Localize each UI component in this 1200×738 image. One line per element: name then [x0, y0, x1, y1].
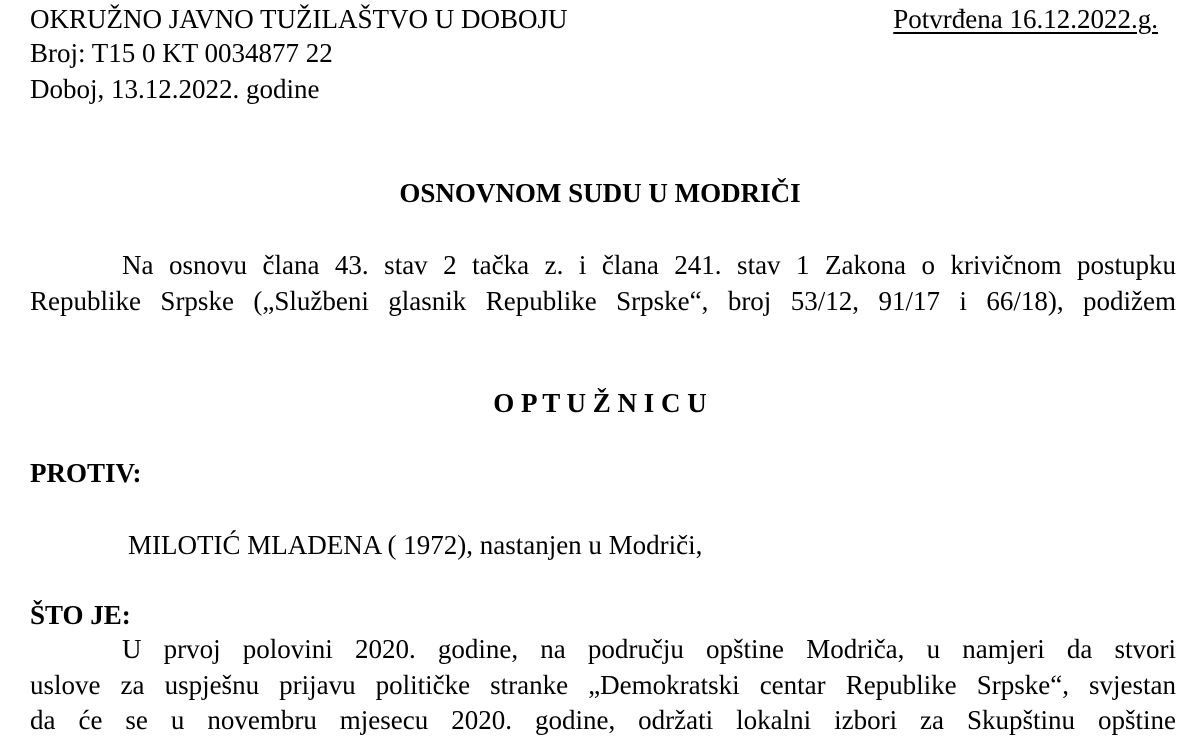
charge-line-3: da će se u novembru mjesecu 2020. godine, održati lokalni izbori za Skupštinu opštine — [30, 705, 1176, 735]
accused-name: MILOTIĆ MLADENA ( 1972), nastanjen u Modriči, — [128, 530, 703, 560]
charge-line-1: U prvoj polovini 2020. godine, na području opštine Modriča, u namjeri da stvori — [122, 634, 1176, 664]
charge-line-2: uslove za uspješnu prijavu političke stranke „Demokratski centar Republike Srpske“, svjestan — [30, 670, 1176, 700]
intro-line-1: Na osnovu člana 43. stav 2 tačka z. i člana 241. stav 1 Zakona o krivičnom postupku — [122, 250, 1176, 280]
confirmation-date: Potvrđena 16.12.2022.g. — [893, 4, 1158, 34]
charge-label: ŠTO JE: — [30, 600, 131, 630]
office-name: OKRUŽNO JAVNO TUŽILAŠTVO U DOBOJU — [30, 4, 568, 34]
case-number: Broj: T15 0 KT 0034877 22 — [30, 38, 333, 68]
place-and-date: Doboj, 13.12.2022. godine — [30, 74, 320, 104]
against-label: PROTIV: — [30, 458, 142, 488]
document-title: O P T U Ž N I C U — [493, 388, 707, 418]
intro-line-2: Republike Srpske („Službeni glasnik Republike Srpske“, broj 53/12, 91/17 i 66/18), podižem — [30, 286, 1176, 316]
court-addressee: OSNOVNOM SUDU U MODRIČI — [399, 178, 801, 208]
